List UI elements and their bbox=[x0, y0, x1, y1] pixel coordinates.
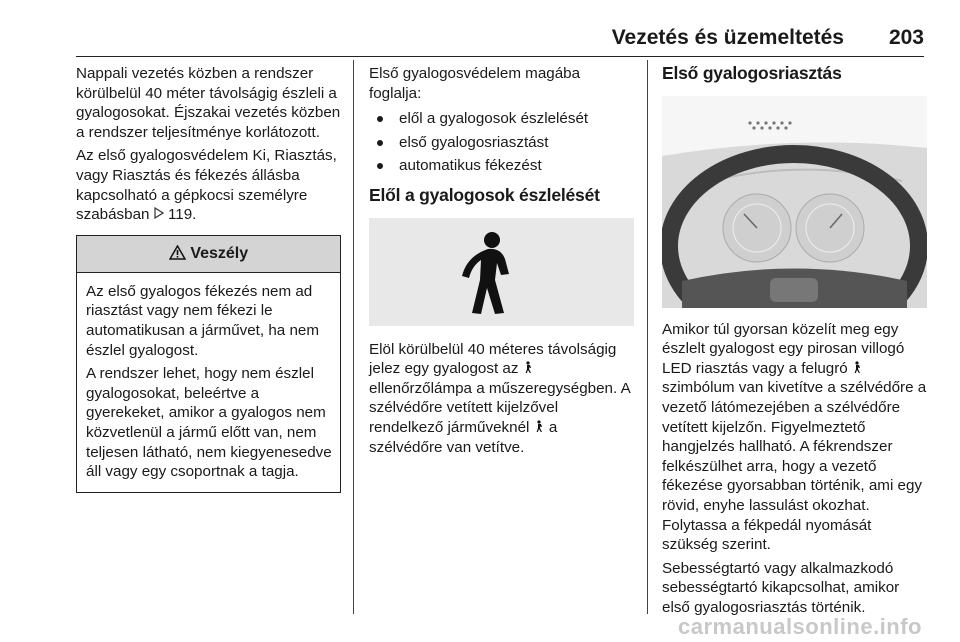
warning-header bbox=[77, 236, 340, 273]
warning-box bbox=[76, 235, 341, 493]
paragraph: Nappali vezetés közben a rendszer körülbelül 40 méter távolságig észleli a gyalogosokat. Éjszakai vezetés közben a rendszer teljesítménye korlátozott. bbox=[76, 65, 341, 141]
warning-title: Veszély bbox=[190, 244, 249, 262]
warning-triangle-icon bbox=[169, 245, 190, 262]
page-header bbox=[76, 26, 924, 57]
steering-wheel-illustration bbox=[662, 96, 927, 308]
pedestrian-icon bbox=[534, 420, 545, 433]
paragraph: Első gyalogosvédelem magába foglalja: bbox=[369, 65, 581, 102]
column-divider bbox=[647, 60, 648, 614]
paragraph: Az első gyalogosvédelem Ki, Riasztás, vagy Riasztás és fékezés állásba kapcsolható a gépkocsi személyre szabásban 119. bbox=[76, 147, 337, 224]
list-item: automatikus fékezést bbox=[369, 156, 634, 176]
column-3 bbox=[662, 64, 927, 622]
list-item: első gyalogosriasztást bbox=[369, 133, 634, 153]
section-heading: Első gyalogosriasztás bbox=[662, 63, 842, 83]
page-number: 203 bbox=[888, 26, 924, 49]
column-1 bbox=[76, 64, 341, 493]
section-heading: Elől a gyalogosok észlelését bbox=[369, 184, 600, 205]
pedestrian-icon bbox=[852, 361, 863, 374]
warning-paragraph: A rendszer lehet, hogy nem észlel gyalogosokat, beleértve a gyerekeket, amikor a gyalogos nem közvetlenül a jármű előtt van, nem teljesen látható, nem kiegyenesedve áll vagy egy csoportnak a tagja. bbox=[86, 365, 332, 481]
pedestrian-symbol-image bbox=[369, 218, 634, 326]
page-reference-arrow-icon bbox=[154, 205, 164, 225]
column-divider bbox=[353, 60, 354, 614]
pedestrian-icon bbox=[369, 218, 634, 326]
watermark: carmanualsonline.info bbox=[678, 614, 922, 639]
paragraph: Sebességtartó vagy alkalmazkodó sebességtartó kikapcsolhat, amikor első gyalogosriasztás történik. bbox=[662, 559, 900, 616]
pedestrian-icon bbox=[523, 361, 534, 374]
dashboard-illustration bbox=[662, 96, 927, 308]
paragraph: Amikor túl gyorsan közelít meg egy észlelt gyalogost egy pirosan villogó LED riasztás vagy a felugró szimbólum van kivetítve a szélvédőre a vezető látómezejében a szélvédőre vetített kijelzőn. Figyelmeztető hangjelzés hallható. A fékrendszer felkészülhet arra, hogy a vezető fékezése gyorsabban történik, ami egy rövid, enyhe lassulást okozhat. Folytassa a fékpedál nyomását szükség szerint. bbox=[662, 320, 927, 554]
paragraph: Elöl körülbelül 40 méteres távolságig jelez egy gyalogost az ellenőrzőlámpa a műszeregységben. A szélvédőre vetített kijelzővel rendelkező járműveknél a szélvédőre van vetítve. bbox=[369, 340, 630, 456]
section-title: Vezetés és üzemeltetés bbox=[611, 26, 844, 49]
bullet-list bbox=[369, 109, 634, 176]
warning-body bbox=[77, 273, 340, 492]
list-item: elől a gyalogosok észlelését bbox=[369, 109, 634, 129]
warning-paragraph: Az első gyalogos fékezés nem ad riasztást vagy nem fékezi le automatikusan a járművet, ha nem észlel gyalogost. bbox=[86, 282, 319, 359]
column-2 bbox=[369, 64, 634, 461]
page-reference[interactable]: 119. bbox=[167, 206, 197, 224]
